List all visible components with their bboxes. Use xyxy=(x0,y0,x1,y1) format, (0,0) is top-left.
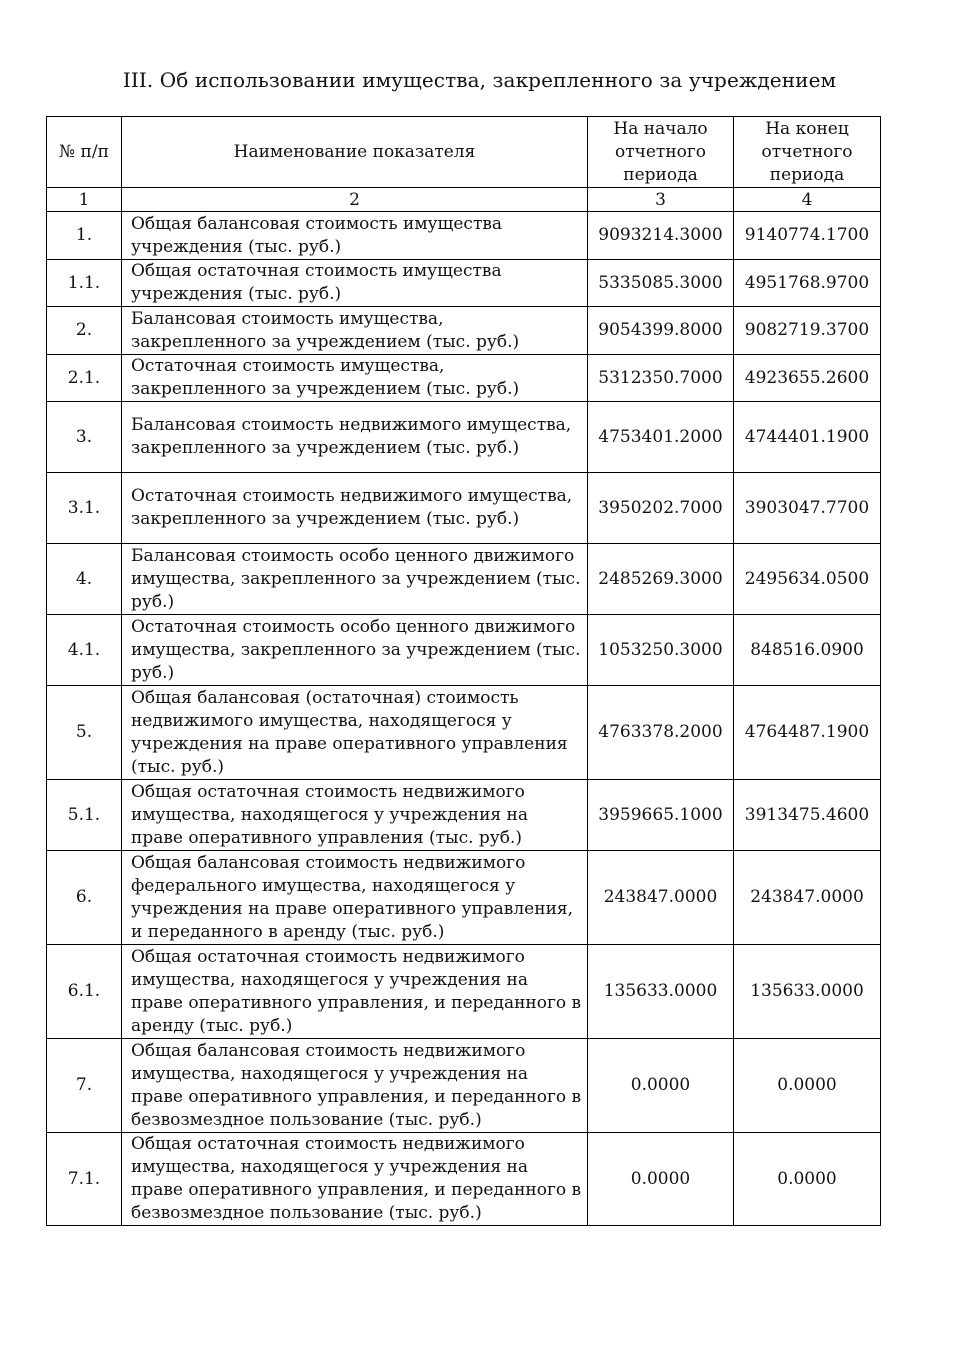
table-row xyxy=(47,780,881,851)
row-number: 3. xyxy=(47,402,122,473)
column-index: 1 xyxy=(47,188,122,212)
value-period-end: 9140774.1700 xyxy=(734,212,881,260)
value-period-end: 0.0000 xyxy=(734,1133,881,1226)
table-row xyxy=(47,402,881,473)
value-period-end: 3913475.4600 xyxy=(734,780,881,851)
value-period-end: 243847.0000 xyxy=(734,851,881,945)
indicator-name: Общая балансовая (остаточная) стоимость недвижимого имущества, находящегося у учреждения на праве оперативного управления (тыс. руб.) xyxy=(122,686,588,780)
indicator-name: Общая остаточная стоимость недвижимого имущества, находящегося у учреждения на праве оперативного управления, и переданного в аренду (тыс. руб.) xyxy=(122,945,588,1039)
value-period-end: 4764487.1900 xyxy=(734,686,881,780)
value-period-end: 9082719.3700 xyxy=(734,307,881,355)
indicator-name: Балансовая стоимость особо ценного движимого имущества, закрепленного за учреждением (тыс. руб.) xyxy=(122,544,588,615)
row-number: 5.1. xyxy=(47,780,122,851)
value-period-start: 1053250.3000 xyxy=(588,615,734,686)
value-period-start: 0.0000 xyxy=(588,1039,734,1133)
value-period-end: 3903047.7700 xyxy=(734,473,881,544)
header-period-start: На начало отчетного периода xyxy=(588,117,734,188)
table-row xyxy=(47,473,881,544)
header-number: № п/п xyxy=(47,117,122,188)
row-number: 3.1. xyxy=(47,473,122,544)
row-number: 5. xyxy=(47,686,122,780)
row-number: 6. xyxy=(47,851,122,945)
value-period-end: 135633.0000 xyxy=(734,945,881,1039)
value-period-start: 9054399.8000 xyxy=(588,307,734,355)
value-period-start: 5335085.3000 xyxy=(588,260,734,307)
table-row xyxy=(47,260,881,307)
header-period-end: На конец отчетного периода xyxy=(734,117,881,188)
table-row xyxy=(47,1039,881,1133)
table-row xyxy=(47,544,881,615)
column-index: 4 xyxy=(734,188,881,212)
value-period-end: 848516.0900 xyxy=(734,615,881,686)
header-indicator-name: Наименование показателя xyxy=(122,117,588,188)
table-row xyxy=(47,212,881,260)
value-period-start: 5312350.7000 xyxy=(588,355,734,402)
indicator-name: Остаточная стоимость недвижимого имущества, закрепленного за учреждением (тыс. руб.) xyxy=(122,473,588,544)
table-row xyxy=(47,307,881,355)
row-number: 1.1. xyxy=(47,260,122,307)
row-number: 2.1. xyxy=(47,355,122,402)
value-period-start: 4763378.2000 xyxy=(588,686,734,780)
value-period-end: 4744401.1900 xyxy=(734,402,881,473)
row-number: 7.1. xyxy=(47,1133,122,1226)
table-row xyxy=(47,615,881,686)
indicator-name: Общая балансовая стоимость имущества учреждения (тыс. руб.) xyxy=(122,212,588,260)
column-index: 3 xyxy=(588,188,734,212)
indicator-name: Общая остаточная стоимость недвижимого имущества, находящегося у учреждения на праве оперативного управления (тыс. руб.) xyxy=(122,780,588,851)
value-period-end: 2495634.0500 xyxy=(734,544,881,615)
column-index-row xyxy=(47,188,881,212)
row-number: 4.1. xyxy=(47,615,122,686)
value-period-start: 3950202.7000 xyxy=(588,473,734,544)
value-period-start: 135633.0000 xyxy=(588,945,734,1039)
indicator-name: Общая остаточная стоимость недвижимого имущества, находящегося у учреждения на праве оперативного управления, и переданного в безвозмездное пользование (тыс. руб.) xyxy=(122,1133,588,1226)
value-period-end: 0.0000 xyxy=(734,1039,881,1133)
row-number: 4. xyxy=(47,544,122,615)
value-period-start: 9093214.3000 xyxy=(588,212,734,260)
table-row xyxy=(47,355,881,402)
section-title: III. Об использовании имущества, закрепленного за учреждением xyxy=(122,68,837,92)
value-period-end: 4923655.2600 xyxy=(734,355,881,402)
value-period-start: 0.0000 xyxy=(588,1133,734,1226)
value-period-start: 243847.0000 xyxy=(588,851,734,945)
table-header-row xyxy=(47,117,881,188)
value-period-end: 4951768.9700 xyxy=(734,260,881,307)
row-number: 6.1. xyxy=(47,945,122,1039)
indicator-name: Общая балансовая стоимость недвижимого федерального имущества, находящегося у учреждения на праве оперативного управления, и переданного в аренду (тыс. руб.) xyxy=(122,851,588,945)
row-number: 1. xyxy=(47,212,122,260)
indicator-name: Балансовая стоимость имущества, закрепленного за учреждением (тыс. руб.) xyxy=(122,307,588,355)
table-row xyxy=(47,1133,881,1226)
column-index: 2 xyxy=(122,188,588,212)
value-period-start: 2485269.3000 xyxy=(588,544,734,615)
indicator-name: Общая остаточная стоимость имущества учреждения (тыс. руб.) xyxy=(122,260,588,307)
indicator-name: Остаточная стоимость имущества, закрепленного за учреждением (тыс. руб.) xyxy=(122,355,588,402)
value-period-start: 3959665.1000 xyxy=(588,780,734,851)
row-number: 2. xyxy=(47,307,122,355)
property-usage-table xyxy=(46,116,881,1226)
table-row xyxy=(47,945,881,1039)
table-row xyxy=(47,686,881,780)
row-number: 7. xyxy=(47,1039,122,1133)
table-row xyxy=(47,851,881,945)
indicator-name: Общая балансовая стоимость недвижимого имущества, находящегося у учреждения на праве оперативного управления, и переданного в безвозмездное пользование (тыс. руб.) xyxy=(122,1039,588,1133)
value-period-start: 4753401.2000 xyxy=(588,402,734,473)
indicator-name: Остаточная стоимость особо ценного движимого имущества, закрепленного за учреждением (тыс. руб.) xyxy=(122,615,588,686)
indicator-name: Балансовая стоимость недвижимого имущества, закрепленного за учреждением (тыс. руб.) xyxy=(122,402,588,473)
